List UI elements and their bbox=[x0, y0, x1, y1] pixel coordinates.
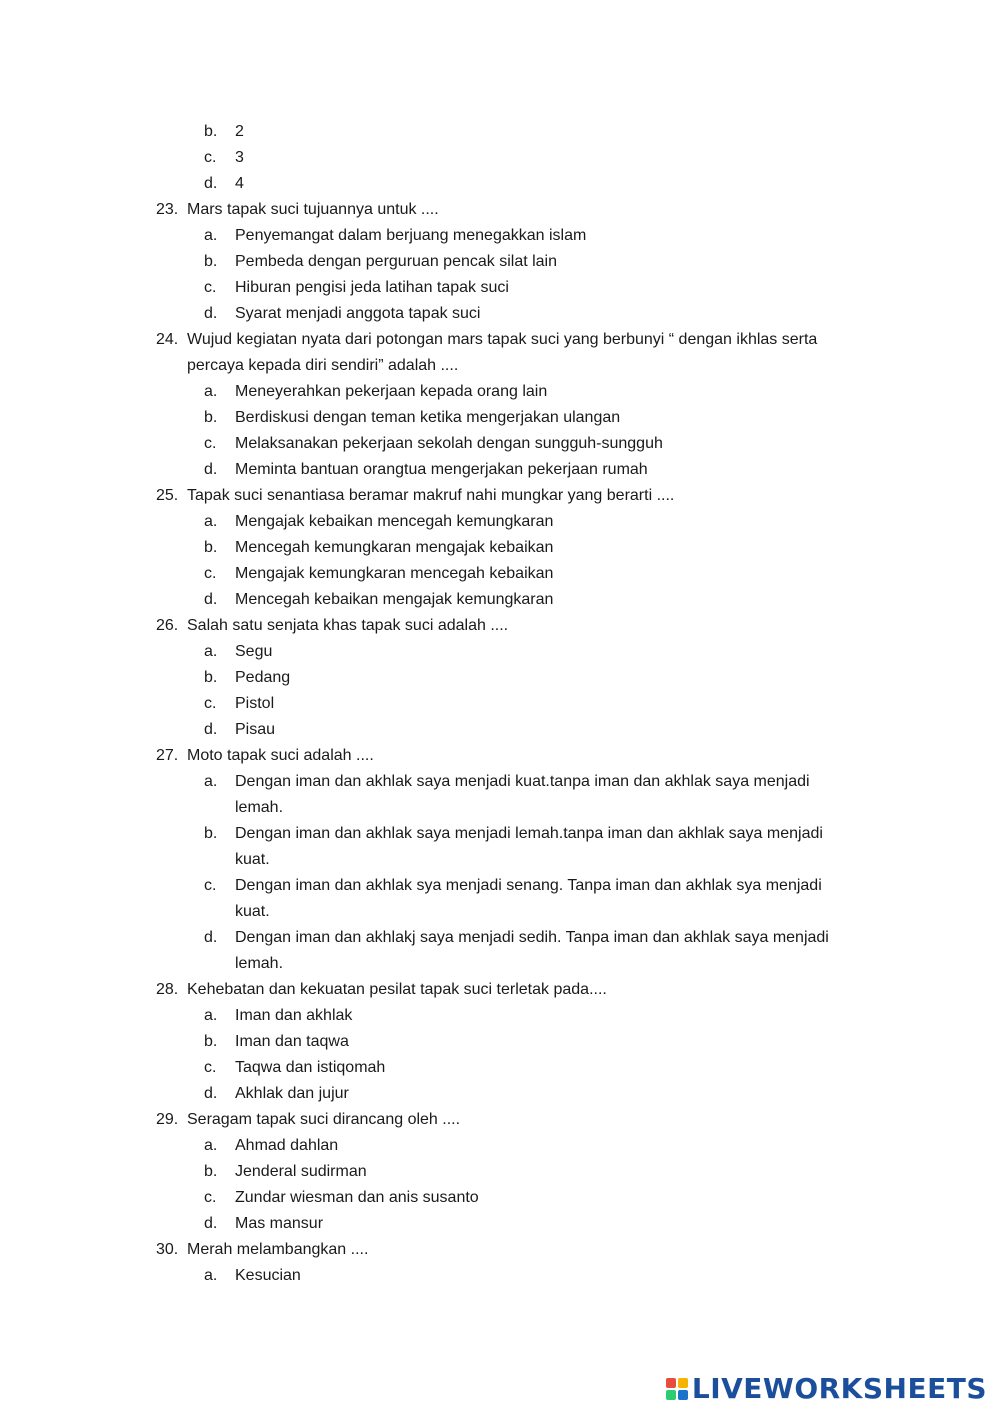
question-number: 23. bbox=[156, 201, 179, 218]
answer-option bbox=[0, 691, 999, 717]
answer-option bbox=[0, 1263, 999, 1289]
answer-option-continued bbox=[0, 899, 999, 925]
answer-option bbox=[0, 119, 999, 145]
question-line bbox=[0, 977, 999, 1003]
question-text: Kehebatan dan kekuatan pesilat tapak suci terletak pada.... bbox=[187, 981, 607, 998]
option-label: c. bbox=[204, 279, 217, 296]
question-text: Moto tapak suci adalah .... bbox=[187, 747, 374, 764]
option-text: Berdiskusi dengan teman ketika mengerjakan ulangan bbox=[235, 409, 621, 426]
answer-option bbox=[0, 223, 999, 249]
option-label: b. bbox=[204, 825, 218, 842]
option-text: Segu bbox=[235, 643, 273, 660]
answer-option bbox=[0, 1211, 999, 1237]
answer-option bbox=[0, 535, 999, 561]
answer-option bbox=[0, 509, 999, 535]
question-line bbox=[0, 613, 999, 639]
option-text: Pistol bbox=[235, 695, 275, 712]
answer-option bbox=[0, 171, 999, 197]
option-text: Melaksanakan pekerjaan sekolah dengan sungguh-sungguh bbox=[235, 435, 663, 452]
brand-text: LIVEWORKSHEETS bbox=[691, 1372, 987, 1405]
option-label: a. bbox=[204, 1137, 218, 1154]
option-label: b. bbox=[204, 669, 218, 686]
option-label: b. bbox=[204, 1033, 218, 1050]
option-text: kuat. bbox=[235, 851, 270, 868]
question-text: Tapak suci senantiasa beramar makruf nahi mungkar yang berarti .... bbox=[187, 487, 675, 504]
question-line bbox=[0, 327, 999, 353]
answer-option bbox=[0, 1185, 999, 1211]
logo-square-1 bbox=[666, 1378, 676, 1388]
option-label: a. bbox=[204, 773, 218, 790]
liveworksheets-brand[interactable] bbox=[666, 1372, 987, 1405]
question-text: Mars tapak suci tujuannya untuk .... bbox=[187, 201, 439, 218]
option-label: a. bbox=[204, 513, 218, 530]
option-text: 4 bbox=[235, 175, 244, 192]
option-text: kuat. bbox=[235, 903, 270, 920]
option-label: b. bbox=[204, 409, 218, 426]
option-text: Pedang bbox=[235, 669, 291, 686]
answer-option bbox=[0, 145, 999, 171]
answer-option bbox=[0, 379, 999, 405]
option-label: d. bbox=[204, 305, 218, 322]
option-label: c. bbox=[204, 1059, 217, 1076]
answer-option bbox=[0, 873, 999, 899]
question-number: 30. bbox=[156, 1241, 179, 1258]
option-text: lemah. bbox=[235, 799, 284, 816]
question-text: Wujud kegiatan nyata dari potongan mars tapak suci yang berbunyi “ dengan ikhlas serta bbox=[187, 331, 818, 348]
answer-option-continued bbox=[0, 951, 999, 977]
option-text: Mengajak kemungkaran mencegah kebaikan bbox=[235, 565, 554, 582]
option-label: c. bbox=[204, 565, 217, 582]
question-line bbox=[0, 743, 999, 769]
option-text: Hiburan pengisi jeda latihan tapak suci bbox=[235, 279, 509, 296]
option-text: Akhlak dan jujur bbox=[235, 1085, 349, 1102]
option-label: d. bbox=[204, 721, 218, 738]
answer-option bbox=[0, 925, 999, 951]
option-text: Dengan iman dan akhlak sya menjadi senang. Tanpa iman dan akhlak sya menjadi bbox=[235, 877, 822, 894]
liveworksheets-logo-icon bbox=[666, 1378, 688, 1400]
question-text: percaya kepada diri sendiri” adalah .... bbox=[187, 357, 459, 374]
answer-option bbox=[0, 561, 999, 587]
option-label: a. bbox=[204, 227, 218, 244]
option-label: a. bbox=[204, 643, 218, 660]
option-label: d. bbox=[204, 1085, 218, 1102]
answer-option bbox=[0, 1029, 999, 1055]
option-text: Ahmad dahlan bbox=[235, 1137, 339, 1154]
option-text: Zundar wiesman dan anis susanto bbox=[235, 1189, 479, 1206]
option-label: b. bbox=[204, 539, 218, 556]
option-label: b. bbox=[204, 1163, 218, 1180]
option-label: c. bbox=[204, 149, 217, 166]
answer-option-continued bbox=[0, 795, 999, 821]
question-number: 29. bbox=[156, 1111, 179, 1128]
option-text: Kesucian bbox=[235, 1267, 301, 1284]
option-text: 3 bbox=[235, 149, 244, 166]
question-line bbox=[0, 197, 999, 223]
option-text: Taqwa dan istiqomah bbox=[235, 1059, 386, 1076]
answer-option bbox=[0, 1133, 999, 1159]
option-text: Dengan iman dan akhlakj saya menjadi sedih. Tanpa iman dan akhlak saya menjadi bbox=[235, 929, 829, 946]
answer-option bbox=[0, 587, 999, 613]
option-text: Mas mansur bbox=[235, 1215, 324, 1232]
option-text: Mengajak kebaikan mencegah kemungkaran bbox=[235, 513, 554, 530]
option-label: c. bbox=[204, 695, 217, 712]
answer-option bbox=[0, 405, 999, 431]
option-label: a. bbox=[204, 1007, 218, 1024]
option-label: d. bbox=[204, 591, 218, 608]
option-label: a. bbox=[204, 383, 218, 400]
answer-option bbox=[0, 717, 999, 743]
answer-option bbox=[0, 275, 999, 301]
answer-option bbox=[0, 1055, 999, 1081]
option-label: a. bbox=[204, 1267, 218, 1284]
question-line bbox=[0, 1107, 999, 1133]
question-number: 28. bbox=[156, 981, 179, 998]
answer-option bbox=[0, 457, 999, 483]
option-text: Syarat menjadi anggota tapak suci bbox=[235, 305, 481, 322]
answer-option bbox=[0, 301, 999, 327]
question-number: 25. bbox=[156, 487, 179, 504]
answer-option bbox=[0, 1159, 999, 1185]
option-text: Penyemangat dalam berjuang menegakkan islam bbox=[235, 227, 587, 244]
option-label: c. bbox=[204, 1189, 217, 1206]
question-text: Salah satu senjata khas tapak suci adalah .... bbox=[187, 617, 509, 634]
question-list bbox=[0, 119, 999, 1289]
option-text: Iman dan taqwa bbox=[235, 1033, 349, 1050]
question-number: 26. bbox=[156, 617, 179, 634]
answer-option bbox=[0, 1081, 999, 1107]
logo-square-4 bbox=[678, 1390, 688, 1400]
answer-option bbox=[0, 639, 999, 665]
option-text: Meminta bantuan orangtua mengerjakan pekerjaan rumah bbox=[235, 461, 648, 478]
logo-square-2 bbox=[678, 1378, 688, 1388]
option-text: Pisau bbox=[235, 721, 276, 738]
option-text: Mencegah kemungkaran mengajak kebaikan bbox=[235, 539, 554, 556]
option-text: 2 bbox=[235, 123, 244, 140]
option-label: c. bbox=[204, 435, 217, 452]
option-label: c. bbox=[204, 877, 217, 894]
option-text: Meneyerahkan pekerjaan kepada orang lain bbox=[235, 383, 548, 400]
question-number: 27. bbox=[156, 747, 179, 764]
answer-option bbox=[0, 1003, 999, 1029]
option-text: Pembeda dengan perguruan pencak silat lain bbox=[235, 253, 558, 270]
option-text: lemah. bbox=[235, 955, 284, 972]
answer-option bbox=[0, 431, 999, 457]
option-label: b. bbox=[204, 253, 218, 270]
option-label: d. bbox=[204, 461, 218, 478]
question-text: Merah melambangkan .... bbox=[187, 1241, 369, 1258]
option-label: d. bbox=[204, 1215, 218, 1232]
logo-square-3 bbox=[666, 1390, 676, 1400]
option-text: Dengan iman dan akhlak saya menjadi kuat.tanpa iman dan akhlak saya menjadi bbox=[235, 773, 810, 790]
question-line bbox=[0, 1237, 999, 1263]
option-label: b. bbox=[204, 123, 218, 140]
answer-option bbox=[0, 249, 999, 275]
answer-option bbox=[0, 821, 999, 847]
option-text: Mencegah kebaikan mengajak kemungkaran bbox=[235, 591, 554, 608]
question-line-continued bbox=[0, 353, 999, 379]
answer-option-continued bbox=[0, 847, 999, 873]
option-label: d. bbox=[204, 175, 218, 192]
option-label: d. bbox=[204, 929, 218, 946]
answer-option bbox=[0, 769, 999, 795]
question-number: 24. bbox=[156, 331, 179, 348]
option-text: Dengan iman dan akhlak saya menjadi lemah.tanpa iman dan akhlak saya menjadi bbox=[235, 825, 823, 842]
option-text: Iman dan akhlak bbox=[235, 1007, 353, 1024]
question-text: Seragam tapak suci dirancang oleh .... bbox=[187, 1111, 461, 1128]
option-text: Jenderal sudirman bbox=[235, 1163, 367, 1180]
answer-option bbox=[0, 665, 999, 691]
question-line bbox=[0, 483, 999, 509]
